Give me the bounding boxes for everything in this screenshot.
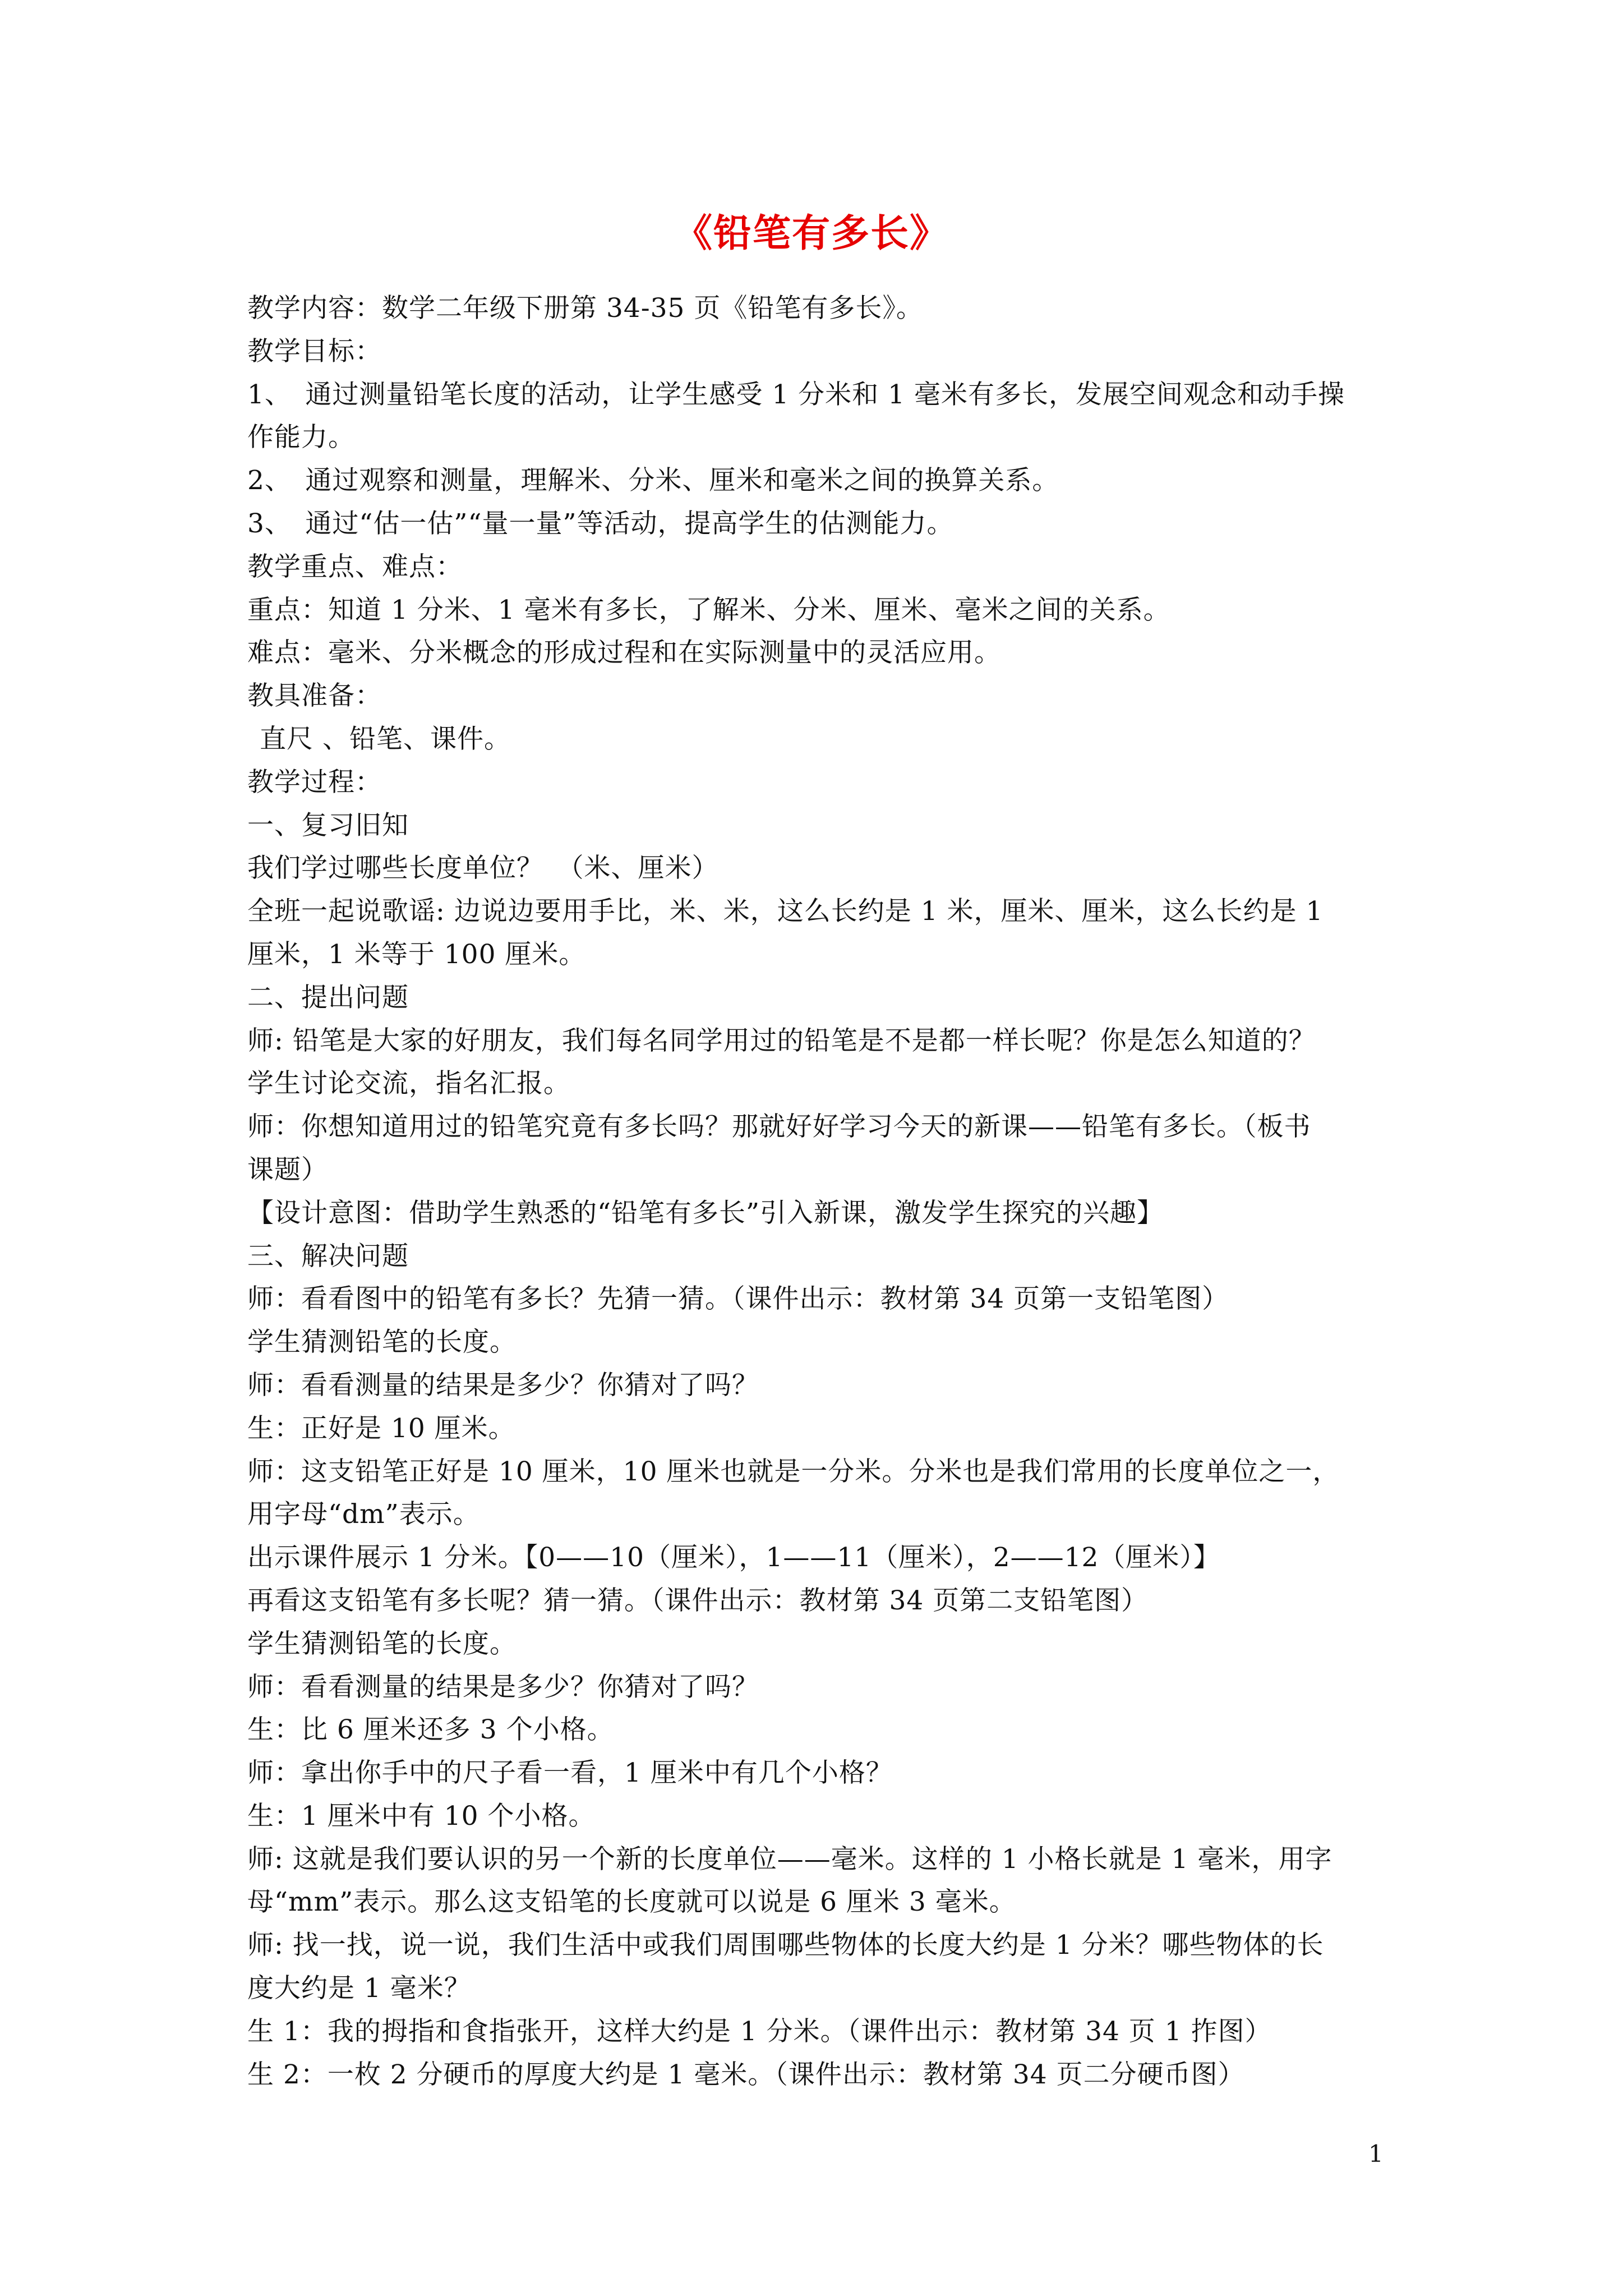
text-line: 学生猜测铅笔的长度。 xyxy=(247,1628,517,1659)
text-line: 二、提出问题 xyxy=(247,982,409,1013)
text-line: 教学目标： xyxy=(247,335,382,367)
text-line: 我们学过哪些长度单位？ （米、厘米） xyxy=(247,853,719,884)
text-line: 教学内容：数学二年级下册第 34-35 页《铅笔有多长》。 xyxy=(247,293,923,324)
text-line: 度大约是 1 毫米？ xyxy=(247,1973,471,2004)
text-line: 师: 铅笔是大家的好朋友，我们每名同学用过的铅笔是不是都一样长呢？你是怎么知道的？ xyxy=(247,1025,1316,1056)
text-line: 用字母“dm”表示。 xyxy=(247,1499,480,1530)
text-line: 课题） xyxy=(247,1154,328,1185)
page-number: 1 xyxy=(1368,2140,1384,2168)
text-line: 师：看看测量的结果是多少？你猜对了吗？ xyxy=(247,1671,759,1703)
text-line: 作能力。 xyxy=(247,422,355,453)
text-line: 【设计意图：借助学生熟悉的“铅笔有多长”引入新课，激发学生探究的兴趣】 xyxy=(247,1197,1164,1228)
text-line: 直尺 、铅笔、课件。 xyxy=(260,723,511,754)
text-line: 重点：知道 1 分米、1 毫米有多长，了解米、分米、厘米、毫米之间的关系。 xyxy=(247,594,1170,625)
text-line: 教学过程： xyxy=(247,766,382,798)
text-line: 师: 找一找，说一说，我们生活中或我们周围哪些物体的长度大约是 1 分米？哪些物体的长 xyxy=(247,1930,1324,1961)
text-line: 师：看看图中的铅笔有多长？先猜一猜。（课件出示：教材第 34 页第一支铅笔图） xyxy=(247,1283,1229,1315)
text-line: 再看这支铅笔有多长呢？猜一猜。（课件出示：教材第 34 页第二支铅笔图） xyxy=(247,1585,1149,1616)
text-line: 教学重点、难点： xyxy=(247,551,463,582)
text-line: 一、复习旧知 xyxy=(247,809,409,841)
text-line: 生 1：我的拇指和食指张开，这样大约是 1 分米。（课件出示：教材第 34 页 1 拃图） xyxy=(247,2016,1272,2047)
text-line: 学生猜测铅笔的长度。 xyxy=(247,1327,517,1358)
text-line: 厘米，1 米等于 100 厘米。 xyxy=(247,938,586,970)
text-line: 三、解决问题 xyxy=(247,1240,409,1272)
text-line: 师：这支铅笔正好是 10 厘米，10 厘米也就是一分米。分米也是我们常用的长度单位之一， xyxy=(247,1456,1340,1487)
text-line: 教具准备： xyxy=(247,680,382,712)
text-line: 学生讨论交流，指名汇报。 xyxy=(247,1068,570,1099)
text-line: 1、 通过测量铅笔长度的活动，让学生感受 1 分米和 1 毫米有多长，发展空间观念和动手操 xyxy=(247,379,1345,410)
text-line: 师：拿出你手中的尺子看一看，1 厘米中有几个小格？ xyxy=(247,1757,893,1789)
text-line: 生：比 6 厘米还多 3 个小格。 xyxy=(247,1714,614,1746)
text-line: 难点：毫米、分米概念的形成过程和在实际测量中的灵活应用。 xyxy=(247,637,1001,669)
text-line: 2、 通过观察和测量，理解米、分米、厘米和毫米之间的换算关系。 xyxy=(247,465,1059,496)
text-line: 生 2：一枚 2 分硬币的厚度大约是 1 毫米。（课件出示：教材第 34 页二分硬币图） xyxy=(247,2059,1245,2090)
text-line: 生：1 厘米中有 10 个小格。 xyxy=(247,1800,596,1832)
text-line: 母“mm”表示。那么这支铅笔的长度就可以说是 6 厘米 3 毫米。 xyxy=(247,1887,1016,1918)
text-line: 出示课件展示 1 分米。【0——10（厘米），1——11（厘米），2——12（厘米）】 xyxy=(247,1542,1220,1573)
text-line: 生：正好是 10 厘米。 xyxy=(247,1412,515,1444)
text-line: 师: 这就是我们要认识的另一个新的长度单位——毫米。这样的 1 小格长就是 1 毫米，用字 xyxy=(247,1843,1332,1875)
text-line: 师：看看测量的结果是多少？你猜对了吗？ xyxy=(247,1369,759,1401)
text-line: 全班一起说歌谣: 边说边要用手比，米、米，这么长约是 1 米，厘米、厘米，这么长约是 1 xyxy=(247,896,1324,927)
document-body xyxy=(247,287,1391,2096)
text-line: 3、 通过“估一估”“量一量”等活动，提高学生的估测能力。 xyxy=(247,508,954,539)
document-title: 《铅笔有多长》 xyxy=(674,211,949,256)
text-line: 师：你想知道用过的铅笔究竟有多长吗？那就好好学习今天的新课——铅笔有多长。（板书 xyxy=(247,1111,1311,1143)
